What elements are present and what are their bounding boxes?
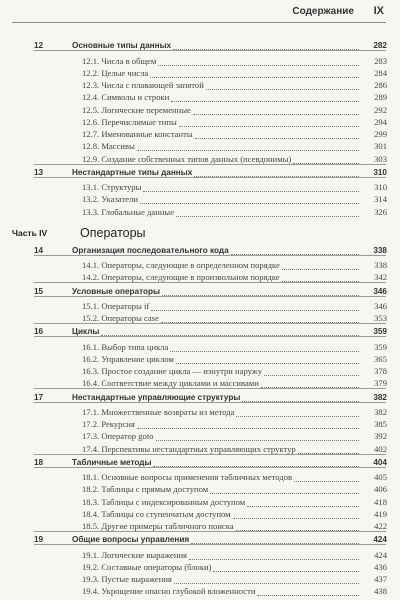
toc-section-entry[interactable] xyxy=(0,441,400,453)
toc-section-entry[interactable] xyxy=(0,429,400,441)
toc-section-entry[interactable] xyxy=(0,339,400,351)
dot-leader xyxy=(179,118,359,127)
part-title: Операторы xyxy=(80,225,146,240)
dot-leader xyxy=(156,432,359,441)
dot-leader xyxy=(294,473,359,482)
dot-leader xyxy=(236,522,359,531)
page-number: 424 xyxy=(374,549,387,560)
page-number: 303 xyxy=(374,153,387,164)
dot-leader xyxy=(233,510,359,519)
chapter-underline xyxy=(34,255,386,256)
toc-section-entry[interactable] xyxy=(0,192,400,204)
section-title: 16.4. Соответствие между циклами и массивами xyxy=(82,378,259,389)
chapter-underline xyxy=(34,402,386,403)
chapter-number: 17 xyxy=(34,392,44,402)
chapter-title: Циклы xyxy=(72,327,100,337)
dot-leader xyxy=(189,551,359,560)
page-number: 422 xyxy=(374,521,387,531)
dot-leader xyxy=(162,287,359,296)
dot-leader xyxy=(191,535,359,544)
dot-leader xyxy=(174,575,359,584)
toc-section-entry[interactable] xyxy=(0,53,400,65)
dot-leader xyxy=(171,93,359,102)
chapter-title: Табличные методы xyxy=(72,457,152,467)
page-number: 392 xyxy=(374,431,387,442)
dot-leader xyxy=(151,302,359,311)
toc-chapter-entry[interactable] xyxy=(0,532,400,544)
section-title: 18.2. Таблицы с прямым доступом xyxy=(82,484,209,495)
toc-chapter-entry[interactable] xyxy=(0,283,400,295)
dot-leader xyxy=(282,261,359,270)
chapter-number: 14 xyxy=(34,245,44,255)
toc-section-entry[interactable] xyxy=(0,139,400,151)
section-title: 15.2. Операторы case xyxy=(82,313,159,323)
dot-leader xyxy=(158,57,359,66)
toc-chapter-entry[interactable] xyxy=(0,38,400,50)
page-number: 438 xyxy=(374,586,387,597)
dot-leader xyxy=(140,195,359,204)
section-title: 14.2. Операторы, следующие в произвольном порядке xyxy=(82,272,280,283)
chapter-number: 18 xyxy=(34,457,44,467)
toc-section-entry[interactable] xyxy=(0,507,400,519)
page-number: 365 xyxy=(374,353,387,364)
page-number: 378 xyxy=(374,366,387,376)
page-number: 338 xyxy=(374,260,387,270)
dot-leader xyxy=(231,246,359,255)
toc-section-entry[interactable] xyxy=(0,560,400,572)
dot-leader xyxy=(236,408,359,417)
toc-section-entry[interactable] xyxy=(0,519,400,531)
page-number: 342 xyxy=(374,272,387,283)
toc-section-entry[interactable] xyxy=(0,115,400,127)
section-title: 19.1. Логические выражения xyxy=(82,549,188,560)
dot-leader xyxy=(298,445,359,454)
section-title: 12.4. Символы и строки xyxy=(82,92,170,103)
chapter-underline xyxy=(34,544,386,545)
page-number: 359 xyxy=(374,341,387,352)
section-title: 12.2. Целые числа xyxy=(82,67,149,78)
toc-section-entry[interactable] xyxy=(0,90,400,102)
section-title: 16.3. Простое создание цикла — изнутри наружу xyxy=(82,366,263,376)
dot-leader xyxy=(247,498,359,507)
page-number: 286 xyxy=(374,80,387,90)
section-title: 17.4. Перспективы нестандартных управляющих структур xyxy=(82,443,296,454)
toc-section-entry[interactable] xyxy=(0,151,400,163)
toc-section-entry[interactable] xyxy=(0,417,400,429)
dot-leader xyxy=(282,273,359,282)
dot-leader xyxy=(137,142,359,151)
chapter-underline xyxy=(34,177,386,178)
toc-section-entry[interactable] xyxy=(0,78,400,90)
page-number: 294 xyxy=(374,116,387,127)
page-number: 282 xyxy=(373,41,387,51)
header-title: Содержание xyxy=(292,6,354,17)
dot-leader xyxy=(195,130,359,139)
chapter-number: 16 xyxy=(34,327,44,337)
section-title: 16.2. Управление циклом xyxy=(82,353,174,364)
page-number: 436 xyxy=(374,561,387,572)
table-of-contents xyxy=(0,38,400,596)
section-title: 19.4. Укрощение опасно глубокой вложенности xyxy=(82,586,256,597)
dot-leader xyxy=(193,106,359,115)
chapter-number: 19 xyxy=(34,535,44,545)
page-number: 289 xyxy=(374,92,387,103)
page-number: 424 xyxy=(373,535,387,545)
page-number: 346 xyxy=(374,300,387,311)
section-title: 12.5. Логические переменные xyxy=(82,104,191,115)
toc-chapter-entry[interactable] xyxy=(0,389,400,401)
page-number: 314 xyxy=(374,194,387,205)
chapter-title: Нестандартные типы данных xyxy=(72,167,193,177)
section-title: 19.2. Составные операторы (блоки) xyxy=(82,561,212,572)
dot-leader xyxy=(176,355,359,364)
toc-section-entry[interactable] xyxy=(0,299,400,311)
page-number: 382 xyxy=(373,392,387,402)
toc-section-entry[interactable] xyxy=(0,494,400,506)
section-title: 12.6. Перечислимые типы xyxy=(82,116,177,127)
toc-section-entry[interactable] xyxy=(0,352,400,364)
chapter-underline xyxy=(34,296,386,297)
dot-leader xyxy=(264,367,359,376)
header-page-number: IX xyxy=(373,5,384,17)
dot-leader xyxy=(293,155,359,164)
dot-leader xyxy=(206,81,359,90)
toc-section-entry[interactable] xyxy=(0,470,400,482)
chapter-title: Общие вопросы управления xyxy=(72,535,190,545)
section-title: 18.1. Основные вопросы применения табличных методов xyxy=(82,472,293,482)
section-title: 12.7. Именованные константы xyxy=(82,129,193,139)
page-number: 406 xyxy=(374,484,387,495)
page-number: 437 xyxy=(374,574,387,584)
section-title: 18.5. Другие примеры табличного поиска xyxy=(82,521,234,531)
page-number: 418 xyxy=(374,496,387,507)
chapter-number: 12 xyxy=(34,41,44,51)
page-number: 283 xyxy=(374,55,387,66)
page-number: 405 xyxy=(374,472,387,482)
page-number: 292 xyxy=(374,104,387,115)
chapter-number: 13 xyxy=(34,167,44,177)
toc-section-entry[interactable] xyxy=(0,270,400,282)
page-number: 404 xyxy=(373,457,387,467)
section-title: 17.3. Оператор goto xyxy=(82,431,154,442)
dot-leader xyxy=(161,314,359,323)
toc-section-entry[interactable] xyxy=(0,66,400,78)
dot-leader xyxy=(153,458,359,467)
section-title: 12.1. Числа в общем xyxy=(82,55,157,66)
section-title: 15.1. Операторы if xyxy=(82,300,150,311)
section-title: 17.1. Множественные возвраты из метода xyxy=(82,406,235,417)
dot-leader xyxy=(257,587,359,596)
section-title: 14.1. Операторы, следующие в определенном порядке xyxy=(82,260,280,270)
toc-chapter-entry[interactable] xyxy=(0,165,400,177)
page-number: 359 xyxy=(373,327,387,337)
toc-section-entry[interactable] xyxy=(0,364,400,376)
dot-leader xyxy=(101,327,359,336)
page-number: 299 xyxy=(374,129,387,139)
section-title: 19.3. Пустые выражения xyxy=(82,574,172,584)
part-number: Часть IV xyxy=(12,227,48,238)
dot-leader xyxy=(143,183,359,192)
toc-section-entry[interactable] xyxy=(0,311,400,323)
toc-chapter-entry[interactable] xyxy=(0,455,400,467)
page-number: 301 xyxy=(374,141,387,152)
section-title: 17.2. Рекурсия xyxy=(82,419,135,429)
toc-section-entry[interactable] xyxy=(0,547,400,559)
page-number: 338 xyxy=(373,245,387,255)
section-title: 18.3. Таблицы с индексированным доступом xyxy=(82,496,246,507)
page-number: 284 xyxy=(374,67,387,78)
dot-leader xyxy=(150,69,359,78)
section-title: 12.9. Создание собственных типов данных (псевдонимы) xyxy=(82,153,292,164)
dot-leader xyxy=(213,563,359,572)
dot-leader xyxy=(137,420,359,429)
chapter-underline xyxy=(34,467,386,468)
chapter-underline xyxy=(34,50,386,51)
section-title: 13.3. Глобальные данные xyxy=(82,206,175,217)
page-number: 353 xyxy=(374,313,387,323)
dot-leader xyxy=(261,379,359,388)
section-title: 16.1. Выбор типа цикла xyxy=(82,341,169,352)
section-title: 18.4. Таблицы со ступенчатым доступом xyxy=(82,508,231,519)
chapter-underline xyxy=(34,336,386,337)
chapter-title: Организация последовательного кода xyxy=(72,245,229,255)
page-number: 326 xyxy=(374,206,387,217)
toc-section-entry[interactable] xyxy=(0,482,400,494)
page-number: 402 xyxy=(374,443,387,454)
toc-section-entry[interactable] xyxy=(0,376,400,388)
toc-chapter-entry[interactable] xyxy=(0,243,400,255)
toc-section-entry[interactable] xyxy=(0,405,400,417)
dot-leader xyxy=(194,168,359,177)
toc-section-entry[interactable] xyxy=(0,584,400,596)
running-header xyxy=(12,0,386,23)
page-number: 419 xyxy=(374,508,387,519)
toc-section-entry[interactable] xyxy=(0,180,400,192)
toc-section-entry[interactable] xyxy=(0,258,400,270)
dot-leader xyxy=(210,485,359,494)
chapter-number: 15 xyxy=(34,286,44,296)
section-title: 13.2. Указатели xyxy=(82,194,138,205)
chapter-title: Основные типы данных xyxy=(72,41,172,51)
page-number: 379 xyxy=(374,378,387,389)
section-title: 12.3. Числа с плавающей запятой xyxy=(82,80,204,90)
chapter-title: Условные операторы xyxy=(72,286,160,296)
dot-leader xyxy=(173,41,359,50)
toc-section-entry[interactable] xyxy=(0,102,400,114)
page-number: 385 xyxy=(374,419,387,429)
page-number: 382 xyxy=(374,406,387,417)
toc-part-heading xyxy=(0,223,400,243)
page-number: 346 xyxy=(373,286,387,296)
toc-section-entry[interactable] xyxy=(0,127,400,139)
dot-leader xyxy=(176,208,359,217)
page-number: 310 xyxy=(373,167,387,177)
toc-chapter-entry[interactable] xyxy=(0,324,400,336)
page-number: 310 xyxy=(374,182,387,192)
toc-section-entry[interactable] xyxy=(0,204,400,216)
dot-leader xyxy=(242,393,359,402)
dot-leader xyxy=(170,343,359,352)
section-title: 12.8. Массивы xyxy=(82,141,135,152)
toc-section-entry[interactable] xyxy=(0,572,400,584)
chapter-title: Нестандартные управляющие структуры xyxy=(72,392,241,402)
section-title: 13.1. Структуры xyxy=(82,182,142,192)
